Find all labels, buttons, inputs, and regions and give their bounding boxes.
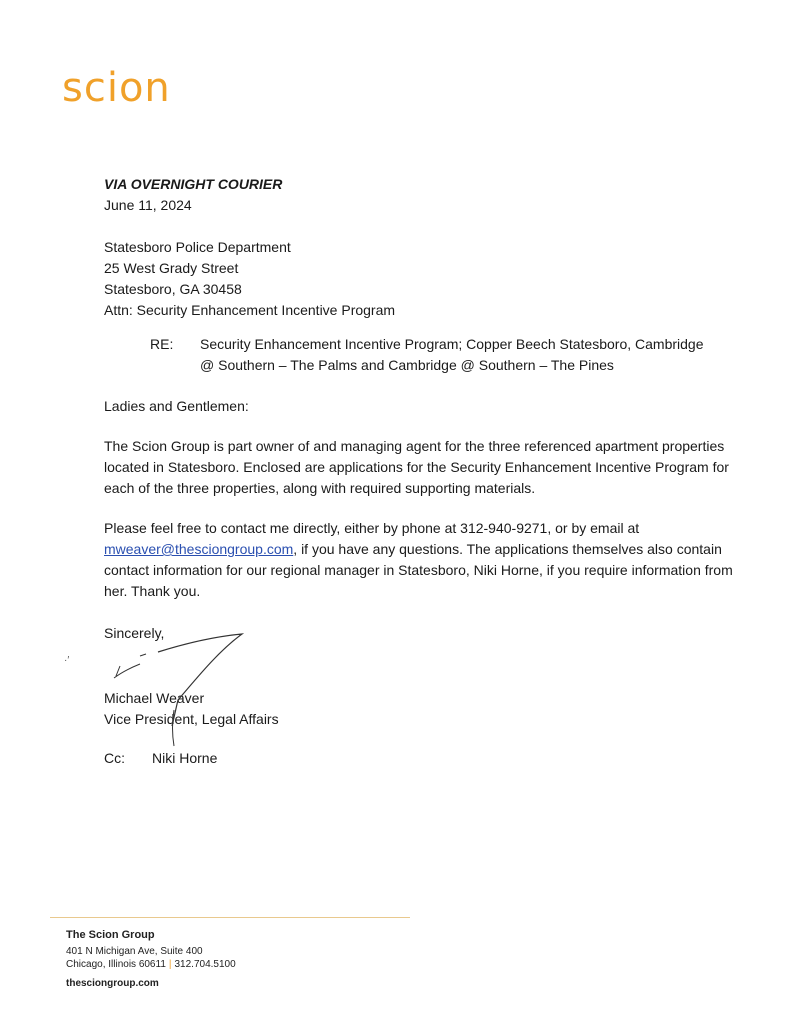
re-text <box>200 334 740 376</box>
recipient-city: Statesboro, GA 30458 <box>104 281 242 297</box>
footer-address-line-2 <box>66 958 236 971</box>
paragraph-1-text: The Scion Group is part owner of and managing agent for the three referenced apartment properties located in Statesboro. Enclosed are applications for the Security Enhancement Incentive Program for each of the three properties, along with required supporting materials. <box>104 438 729 496</box>
handwritten-signature <box>100 630 260 760</box>
body-paragraph-1 <box>104 436 734 499</box>
body-paragraph-2 <box>104 518 734 602</box>
cc-label: Cc: <box>104 750 125 766</box>
footer-address-line-1: 401 N Michigan Ave, Suite 400 <box>66 946 203 957</box>
cc-name: Niki Horne <box>152 750 218 766</box>
re-text-line-1: Security Enhancement Incentive Program; Copper Beech Statesboro, Cambridge <box>200 336 704 352</box>
footer-company: The Scion Group <box>66 929 155 941</box>
re-label: RE: <box>150 336 174 352</box>
footer-phone: 312.704.5100 <box>174 959 236 970</box>
signature-area <box>104 644 744 688</box>
footer-city: Chicago, Illinois 60611 <box>66 959 166 970</box>
letter-date: June 11, 2024 <box>104 197 192 213</box>
letterhead-footer <box>66 929 236 990</box>
salutation: Ladies and Gentlemen: <box>104 398 249 414</box>
footer-divider <box>50 917 410 918</box>
email-link[interactable]: mweaver@thesciongroup.com <box>104 541 294 557</box>
stray-pen-mark: ·′ <box>64 655 70 666</box>
recipient-name: Statesboro Police Department <box>104 239 291 255</box>
recipient-street: 25 West Grady Street <box>104 260 239 276</box>
paragraph-2-intro: Please feel free to contact me directly, either by phone at 312-940-9271, or by email at <box>104 520 640 536</box>
letter-body <box>104 174 744 769</box>
delivery-method: VIA OVERNIGHT COURIER <box>104 176 283 192</box>
footer-separator: | <box>168 959 172 970</box>
scion-logo: scion <box>62 65 171 111</box>
re-text-line-2: @ Southern – The Palms and Cambridge @ Southern – The Pines <box>200 357 614 373</box>
subject-line <box>150 334 744 376</box>
recipient-attn: Attn: Security Enhancement Incentive Program <box>104 302 396 318</box>
footer-website[interactable]: thesciongroup.com <box>66 978 159 989</box>
signer-name: Michael Weaver <box>104 690 205 706</box>
recipient-address <box>104 237 744 321</box>
paragraph-2-rest: , if you have any questions. The applications themselves also contain contact information for our regional manager in Statesboro, Niki Horne, if you require information from her. Thank you. <box>104 541 733 599</box>
closing: Sincerely, <box>104 625 165 641</box>
signer-title: Vice President, Legal Affairs <box>104 711 279 727</box>
